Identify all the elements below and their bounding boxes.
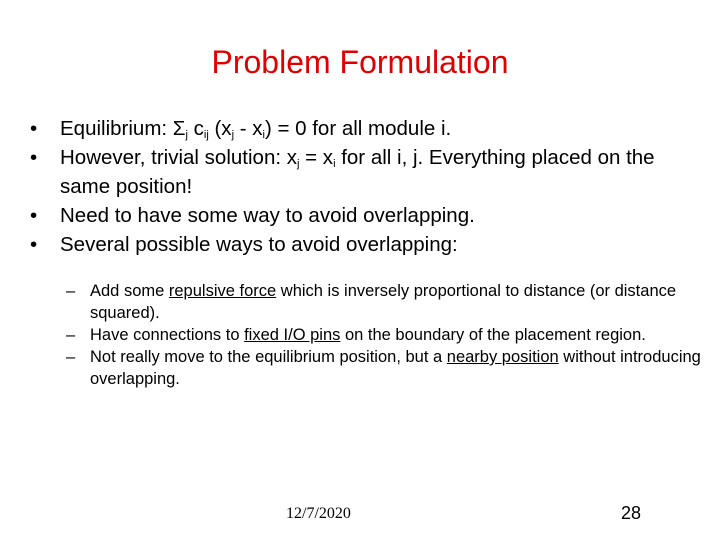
- text-run: (x: [208, 117, 232, 140]
- text-run: Not really move to the equilibrium position, but a: [90, 348, 447, 366]
- bullet-item-marker: •: [30, 146, 38, 169]
- text-run: c: [187, 117, 204, 140]
- text-run: Σ: [172, 117, 186, 140]
- text-run: = x: [299, 146, 334, 169]
- text-run: for all i, j. Everything placed on the same position!: [60, 146, 655, 198]
- subscript: i: [333, 158, 336, 170]
- underlined-term: repulsive force: [168, 282, 277, 300]
- subscript: i: [262, 129, 265, 141]
- bullet-item: [30, 201, 700, 230]
- subscript: j: [296, 158, 300, 170]
- slide-page-number: 28: [621, 503, 642, 523]
- text-run: without introducing overlapping.: [90, 348, 701, 388]
- sub-bullet-item-marker: –: [66, 326, 76, 344]
- subscript: ij: [203, 129, 209, 141]
- text-run: ) = 0 for all module i.: [264, 117, 452, 140]
- text-run: Have connections to: [90, 326, 245, 344]
- sub-bullet-item-marker: –: [66, 348, 76, 366]
- sub-bullet-list: [66, 280, 706, 390]
- bullet-item-marker: •: [30, 117, 38, 140]
- slide-date: 12/7/2020: [286, 505, 351, 522]
- sub-bullet-item: [66, 346, 706, 390]
- text-run: Need to have some way to avoid overlapping.: [60, 204, 475, 227]
- sub-bullet-item-marker: –: [66, 282, 76, 300]
- subscript: j: [185, 129, 188, 141]
- text-run: which is inversely proportional to distance (or distance squared).: [90, 282, 677, 322]
- text-run: - x: [234, 117, 263, 140]
- text-run: on the boundary of the placement region.: [340, 326, 646, 344]
- text-run: Equilibrium:: [60, 117, 173, 140]
- underlined-term: nearby position: [446, 348, 559, 366]
- bullet-list: [30, 114, 700, 259]
- text-run: Add some: [90, 282, 169, 300]
- sub-bullet-item: [66, 324, 706, 346]
- text-run: However, trivial solution: x: [60, 146, 297, 169]
- slide-title: Problem Formulation: [211, 44, 509, 80]
- bullet-item: [30, 114, 700, 143]
- bullet-item-marker: •: [30, 233, 38, 256]
- text-run: Several possible ways to avoid overlapping:: [60, 233, 458, 256]
- bullet-item: [30, 143, 700, 201]
- sub-bullet-item: [66, 280, 706, 324]
- bullet-item: [30, 230, 700, 259]
- underlined-term: fixed I/O pins: [244, 326, 341, 344]
- bullet-item-marker: •: [30, 204, 38, 227]
- subscript: j: [231, 129, 235, 141]
